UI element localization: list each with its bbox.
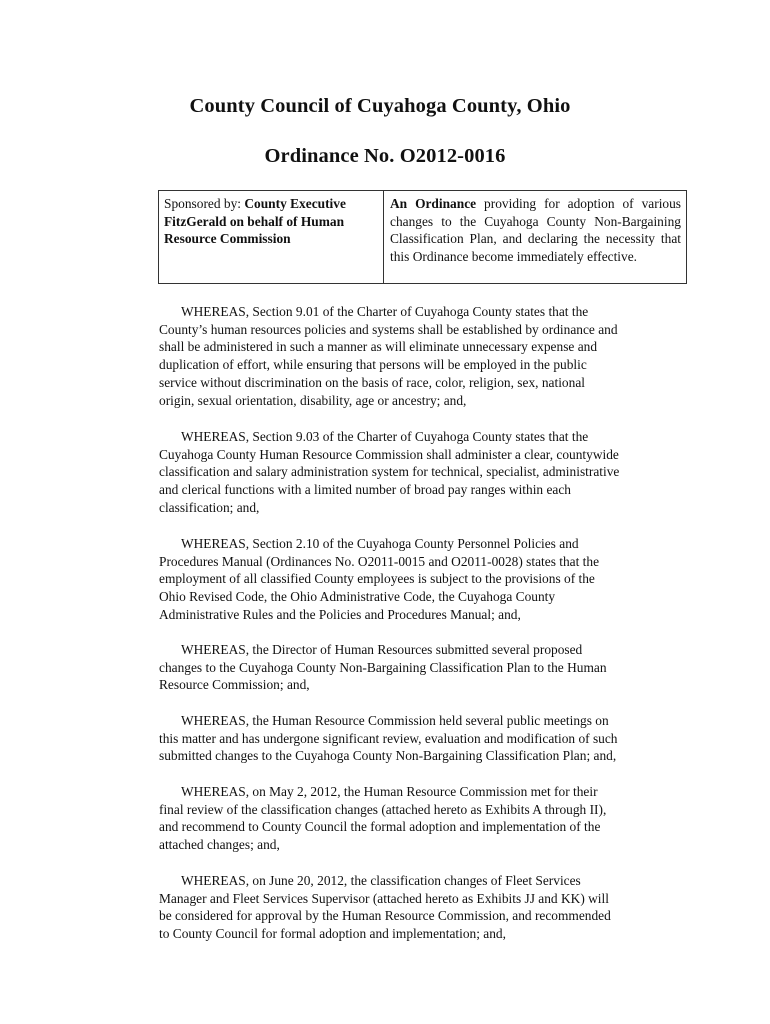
paragraph-line: Administrative Rules and the Policies and Procedures Manual; and, [159, 606, 521, 622]
summary-text: providing for adoption of various changes to the Cuyahoga County Non-Bargaining Classification Plan, and declaring the necessity that this Ordinance become immediately effective. [390, 196, 682, 264]
whereas-paragraph-3 [159, 535, 679, 624]
paragraph-line: submitted changes to the Cuyahoga County Non-Bargaining Classification Plan; and, [159, 748, 617, 764]
paragraph-line: attached changes; and, [159, 837, 280, 853]
paragraph-line: County’s human resources policies and systems shall be established by ordinance and [159, 321, 618, 337]
sponsor-cell [159, 191, 384, 283]
sponsor-name-line3: Resource Commission [164, 231, 291, 247]
paragraph-line: shall be administered in such a manner as will eliminate unnecessary expense and [159, 339, 598, 355]
paragraph-line: be considered for approval by the Human Resource Commission, and recommended [159, 908, 611, 924]
whereas-paragraph-1 [159, 303, 679, 409]
sponsor-table [158, 190, 687, 284]
paragraph-line: WHEREAS, Section 9.01 of the Charter of Cuyahoga County states that the [181, 304, 589, 319]
paragraph-line: WHEREAS, the Director of Human Resources submitted several proposed [181, 642, 583, 657]
whereas-paragraph-4 [159, 641, 679, 694]
paragraph-line: Ohio Revised Code, the Ohio Administrative Code, the Cuyahoga County [159, 589, 556, 605]
paragraph-line: this matter and has undergone significant review, evaluation and modification of such [159, 730, 618, 746]
paragraph-line: changes to the Cuyahoga County Non-Bargaining Classification Plan to the Human [159, 659, 607, 675]
paragraph-line: classification and salary administration system for technical, specialist, administrative [159, 464, 620, 480]
ordinance-number: Ordinance No. O2012-0016 [264, 145, 506, 167]
sponsor-name-line2: FitzGerald on behalf of Human [164, 213, 345, 229]
paragraph-line: service without discrimination on the basis of race, color, religion, sex, national [159, 374, 585, 390]
sponsor-label: Sponsored by: [164, 196, 245, 211]
whereas-paragraph-2 [159, 428, 679, 517]
paragraph-line: WHEREAS, on June 20, 2012, the classification changes of Fleet Services [181, 873, 581, 888]
paragraph-line: WHEREAS, the Human Resource Commission held several public meetings on [181, 713, 609, 728]
paragraph-line: employment of all classified County employees is subject to the provisions of the [159, 571, 595, 587]
summary-lead: An Ordinance [390, 196, 477, 211]
paragraph-line: Resource Commission; and, [159, 677, 310, 693]
paragraph-line: origin, sexual orientation, disability, age or ancestry; and, [159, 392, 467, 408]
whereas-paragraph-6 [159, 783, 679, 854]
whereas-paragraph-7 [159, 872, 679, 943]
document-title: County Council of Cuyahoga County, Ohio [189, 95, 571, 117]
paragraph-line: Cuyahoga County Human Resource Commission shall administer a clear, countywide [159, 446, 619, 462]
paragraph-line: WHEREAS, Section 2.10 of the Cuyahoga County Personnel Policies and [181, 536, 579, 551]
sponsor-name-line1: County Executive [244, 196, 346, 211]
paragraph-line: WHEREAS, Section 9.03 of the Charter of Cuyahoga County states that the [181, 429, 589, 444]
paragraph-line: and recommend to County Council the formal adoption and implementation of the [159, 819, 601, 835]
whereas-paragraph-5 [159, 712, 679, 765]
paragraph-line: duplication of effort, while ensuring that persons will be employed in the public [159, 357, 587, 373]
summary-cell [384, 191, 686, 283]
paragraph-line: to County Council for formal adoption and implementation; and, [159, 926, 506, 942]
paragraph-line: classification; and, [159, 499, 260, 515]
paragraph-line: and clerical functions with a limited number of broad pay ranges within each [159, 482, 571, 498]
paragraph-line: Procedures Manual (Ordinances No. O2011-0015 and O2011-0028) states that the [159, 553, 600, 569]
paragraph-line: WHEREAS, on May 2, 2012, the Human Resource Commission met for their [181, 784, 598, 799]
paragraph-line: Manager and Fleet Services Supervisor (attached hereto as Exhibits JJ and KK) will [159, 890, 609, 906]
paragraph-line: final review of the classification changes (attached hereto as Exhibits A through II), [159, 801, 607, 817]
